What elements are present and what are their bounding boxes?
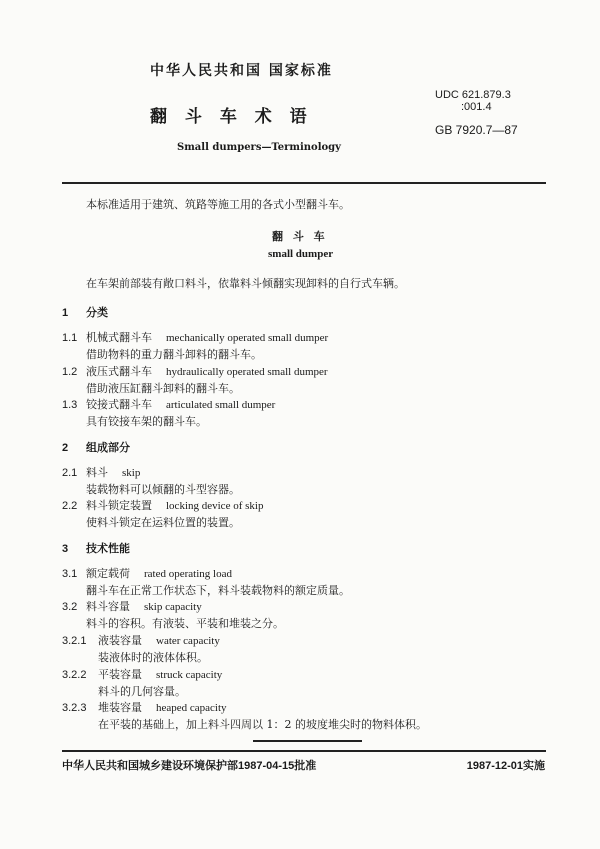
term-definition: 装液体时的液体体积。 [98, 651, 208, 664]
term-zh: 额定载荷 [86, 567, 130, 580]
main-term-zh: 翻 斗 车 [272, 230, 328, 243]
term-definition: 借助物料的重力翻斗卸料的翻斗车。 [86, 348, 262, 361]
term-entry [62, 498, 263, 514]
term-entry [62, 633, 220, 649]
section-heading [62, 440, 130, 456]
section-heading [62, 541, 130, 557]
term-zh: 料斗容量 [86, 600, 130, 613]
section-number: 3 [62, 543, 69, 555]
term-number: 3.1 [62, 568, 78, 580]
term-en: articulated small dumper [166, 399, 276, 411]
term-definition: 翻斗车在正常工作状态下，料斗装载物料的额定质量。 [86, 584, 350, 597]
main-term-en: small dumper [268, 248, 334, 260]
term-definition: 使料斗锁定在运料位置的装置。 [86, 516, 240, 529]
term-en: rated operating load [144, 568, 232, 580]
term-number: 1.3 [62, 399, 78, 411]
term-number: 2.2 [62, 500, 78, 512]
english-title: Small dumpers—Terminology [177, 142, 341, 153]
term-entry [62, 397, 275, 413]
term-zh: 机械式翻斗车 [86, 331, 152, 344]
term-zh: 料斗锁定装置 [86, 499, 152, 512]
udc-code: UDC 621.879.3 [435, 89, 511, 101]
term-definition: 料斗的容积。有液装、平装和堆装之分。 [86, 617, 284, 630]
term-entry [62, 330, 328, 346]
section-number: 1 [62, 307, 69, 319]
term-en: water capacity [156, 635, 220, 647]
section-title: 技术性能 [86, 542, 130, 555]
term-definition: 借助液压缸翻斗卸料的翻斗车。 [86, 382, 240, 395]
term-number: 3.2.2 [62, 669, 87, 681]
main-term-definition: 在车架前部装有敞口料斗，依靠料斗倾翻实现卸料的自行式车辆。 [86, 277, 405, 290]
gb-number: GB 7920.7—87 [435, 123, 518, 137]
term-definition: 具有铰接车架的翻斗车。 [86, 415, 207, 428]
term-zh: 液压式翻斗车 [86, 365, 152, 378]
term-en: skip [122, 467, 141, 479]
term-entry [62, 700, 227, 716]
issuing-authority: 中华人民共和国 国家标准 [150, 63, 333, 79]
section-title: 分类 [86, 306, 108, 319]
header-rule [62, 182, 546, 184]
term-en: hydraulically operated small dumper [166, 366, 328, 378]
footer-rule [62, 750, 546, 752]
scope-text: 本标准适用于建筑、筑路等施工用的各式小型翻斗车。 [86, 198, 350, 211]
term-entry [62, 667, 222, 683]
term-zh: 铰接式翻斗车 [86, 398, 152, 411]
term-zh: 堆装容量 [98, 701, 142, 714]
term-en: skip capacity [144, 601, 202, 613]
section-title: 组成部分 [86, 441, 130, 454]
section-number: 2 [62, 442, 69, 454]
term-en: struck capacity [156, 669, 223, 681]
end-rule [253, 740, 362, 742]
term-number: 3.2.3 [62, 702, 87, 714]
term-definition: 在平装的基础上，加上料斗四周以 1：2 的坡度堆尖时的物料体积。 [98, 718, 427, 731]
term-number: 1.1 [62, 332, 78, 344]
term-definition: 装载物料可以倾翻的斗型容器。 [86, 483, 240, 496]
term-en: heaped capacity [156, 702, 227, 714]
term-entry [62, 465, 140, 481]
term-entry [62, 566, 232, 582]
term-zh: 液装容量 [98, 634, 142, 647]
effective-date: 1987-12-01实施 [466, 760, 545, 772]
term-number: 2.1 [62, 467, 78, 479]
term-number: 3.2.1 [62, 635, 87, 647]
term-entry [62, 364, 328, 380]
approval-date: 中华人民共和国城乡建设环境保护部1987-04-15批准 [62, 760, 317, 772]
term-entry [62, 599, 202, 615]
page-title: 翻 斗 车 术 语 [150, 107, 313, 127]
term-definition: 料斗的几何容量。 [98, 685, 186, 698]
term-zh: 平装容量 [98, 668, 142, 681]
term-number: 1.2 [62, 366, 78, 378]
term-en: locking device of skip [166, 500, 264, 512]
section-heading [62, 305, 108, 321]
udc-code-cont: :001.4 [461, 101, 492, 113]
term-number: 3.2 [62, 601, 78, 613]
term-en: mechanically operated small dumper [166, 332, 329, 344]
term-zh: 料斗 [86, 466, 108, 479]
